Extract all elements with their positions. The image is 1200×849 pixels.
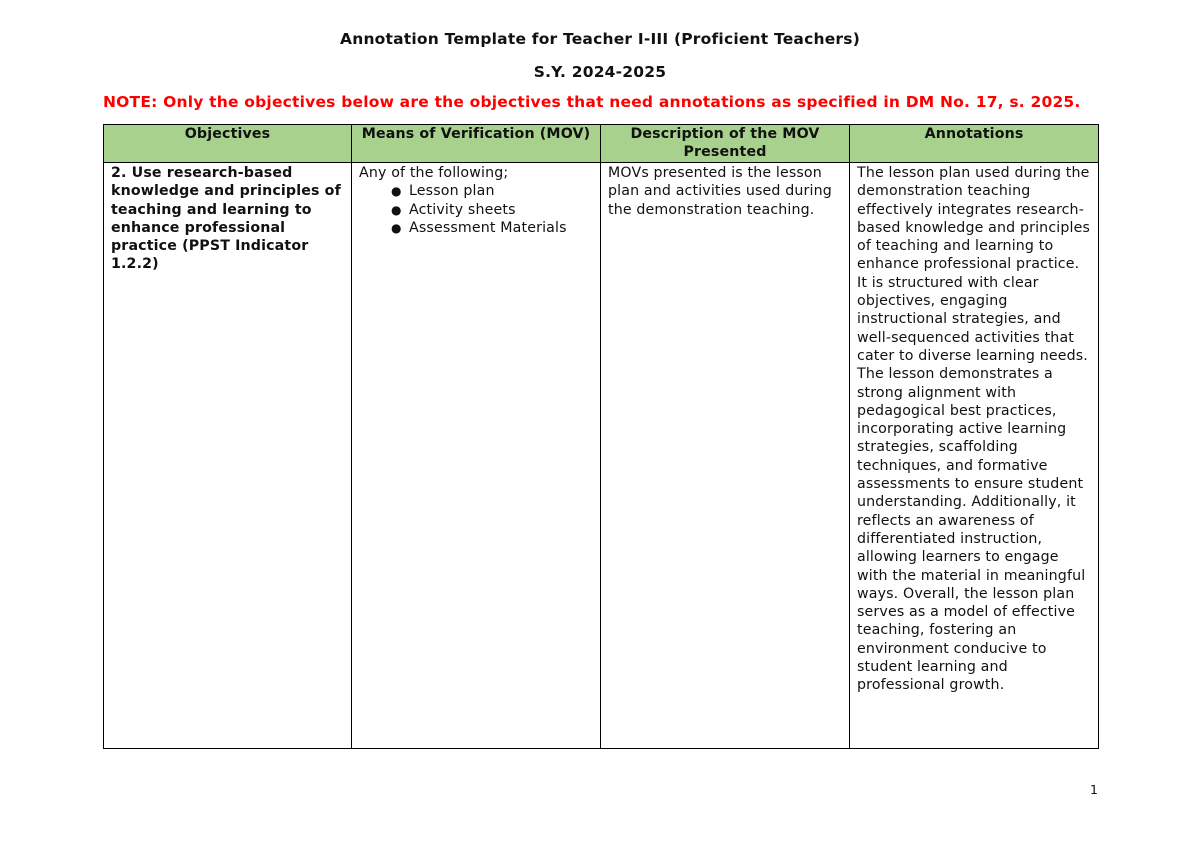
annotation-table	[103, 124, 1099, 749]
table-header-row	[104, 125, 1099, 163]
description-text: MOVs presented is the lesson plan and activities used during the demonstration teaching.	[608, 165, 832, 218]
document-title: Annotation Template for Teacher I-III (Proficient Teachers)	[340, 30, 860, 48]
header-objectives: Objectives	[104, 125, 352, 163]
objective-cell	[104, 163, 352, 749]
description-cell	[601, 163, 850, 749]
annotation-text: The lesson plan used during the demonstration teaching effectively integrates research-based knowledge and principles of teaching and learning to enhance professional practice. It is structured with clear objectives, engaging instructional strategies, and well-sequenced activities that cater to diverse learning needs. The lesson demonstrates a strong alignment with pedagogical best practices, incorporating active learning strategies, scaffolding techniques, and formative assessments to ensure student understanding. Additionally, it reflects an awareness of differentiated instruction, allowing learners to engage with the material in meaningful ways. Overall, the lesson plan serves as a model of effective teaching, fostering an environment conducive to student learning and professional growth.	[857, 165, 1091, 694]
header-description: Description of the MOV Presented	[601, 125, 850, 163]
header-annotations: Annotations	[850, 125, 1099, 163]
mov-item-label: Assessment Materials	[409, 219, 567, 236]
objective-text: 2. Use research-based knowledge and principles of teaching and learning to enhance professional practice (PPST Indicator 1.2.2)	[111, 165, 341, 273]
table-row	[104, 163, 1099, 749]
mov-list	[359, 182, 593, 237]
mov-item-label: Activity sheets	[409, 201, 516, 218]
mov-item-label: Lesson plan	[409, 183, 495, 200]
annotation-cell	[850, 163, 1099, 749]
mov-cell	[352, 163, 601, 749]
header-means-of-verification: Means of Verification (MOV)	[352, 125, 601, 163]
bullet-icon: ●	[391, 220, 402, 235]
note-text: NOTE: Only the objectives below are the objectives that need annotations as specified in DM No. 17, s. 2025.	[103, 93, 1081, 111]
mov-intro: Any of the following;	[359, 165, 509, 181]
school-year: S.Y. 2024-2025	[533, 63, 667, 81]
bullet-icon: ●	[391, 202, 402, 217]
bullet-icon: ●	[391, 184, 402, 199]
page-number: 1	[1090, 782, 1098, 797]
list-item	[391, 182, 593, 200]
list-item	[391, 219, 593, 237]
list-item	[391, 201, 593, 219]
